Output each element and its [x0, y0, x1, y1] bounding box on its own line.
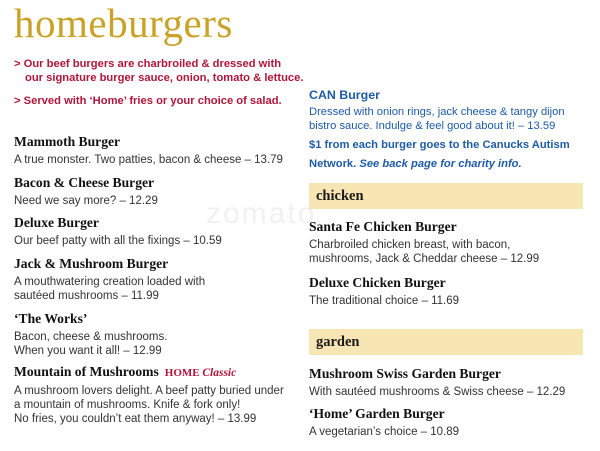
zomato-watermark: zomato: [206, 197, 317, 230]
item-name: Bacon & Cheese Burger: [14, 175, 155, 190]
section-header-chicken: [309, 183, 583, 209]
intro-line: > Served with ‘Home’ fries or your choice of salad.: [14, 95, 282, 107]
item-name: Jack & Mushroom Burger: [14, 256, 169, 271]
item-desc: A mouthwatering creation loaded with: [14, 276, 206, 288]
home-classic-badge: [165, 367, 236, 379]
item-desc: The traditional choice – 11.69: [309, 295, 460, 307]
intro-line: our signature burger sauce, onion, tomato & lettuce.: [25, 71, 304, 84]
section-title: chicken: [316, 187, 364, 204]
menu-item-mountain-mushrooms: [14, 364, 314, 427]
item-desc: Need we say more? – 12.29: [14, 195, 158, 207]
item-desc: A vegetarian’s choice – 10.89: [309, 426, 460, 438]
charity-note-link: See back page for charity info.: [359, 158, 522, 170]
menu-item-deluxe-chicken: [309, 275, 599, 308]
can-burger-desc: bistro sauce. Indulge & feel good about it! – 13.59: [309, 120, 556, 132]
item-desc: With sautéed mushrooms & Swiss cheese – 12.29: [309, 386, 566, 398]
item-name: Mammoth Burger: [14, 134, 121, 149]
item-name: Deluxe Burger: [14, 215, 99, 230]
menu-item-the-works: [14, 311, 304, 358]
menu-item-mammoth: [14, 134, 304, 167]
item-desc: A mushroom lovers delight. A beef patty buried under: [14, 385, 284, 397]
item-name-row: [14, 364, 314, 381]
item-desc: Charbroiled chicken breast, with bacon,: [309, 239, 511, 251]
item-desc: sautéed mushrooms – 11.99: [14, 290, 159, 303]
badge-classic: Classic: [202, 367, 237, 379]
item-desc: Our beef patty with all the fixings – 10.59: [14, 235, 222, 247]
can-burger-desc: Dressed with onion rings, jack cheese & tangy dijon: [309, 106, 565, 118]
can-burger-title: CAN Burger: [309, 88, 380, 102]
menu-title: homeburgers: [14, 0, 233, 46]
menu-item-jack-mushroom: [14, 256, 304, 303]
item-name: Deluxe Chicken Burger: [309, 275, 446, 290]
item-desc: mushrooms, Jack & Cheddar cheese – 12.99: [309, 253, 540, 266]
item-desc: When you want it all! – 12.99: [14, 345, 162, 358]
section-header-garden: [309, 329, 583, 355]
badge-home: HOME: [164, 367, 200, 379]
charity-note-text: Network.: [309, 158, 360, 170]
section-title: garden: [316, 333, 360, 350]
item-name: Mountain of Mushrooms: [14, 364, 159, 379]
item-name: ‘Home’ Garden Burger: [309, 406, 445, 421]
charity-note: $1 from each burger goes to the Canucks Autism: [309, 139, 570, 151]
item-desc: Bacon, cheese & mushrooms.: [14, 331, 168, 343]
intro-line: > Our beef burgers are charbroiled & dressed with: [14, 58, 282, 70]
intro-beef-note: [14, 58, 304, 85]
item-desc: A true monster. Two patties, bacon & cheese – 13.79: [14, 154, 283, 166]
menu-item-home-garden: [309, 406, 599, 439]
intro-fries-note: [14, 95, 304, 109]
charity-note-line: [309, 157, 595, 171]
item-desc: No fries, you couldn’t eat them anyway! – 13.99: [14, 413, 257, 426]
item-name: Mushroom Swiss Garden Burger: [309, 366, 501, 381]
menu-item-santa-fe: [309, 219, 599, 266]
item-name: ‘The Works’: [14, 311, 88, 326]
item-name: Santa Fe Chicken Burger: [309, 219, 457, 234]
can-burger-block: [309, 88, 595, 171]
item-desc: a mountain of mushrooms. Knife & fork only!: [14, 399, 241, 412]
menu-item-mushroom-swiss: [309, 366, 599, 399]
